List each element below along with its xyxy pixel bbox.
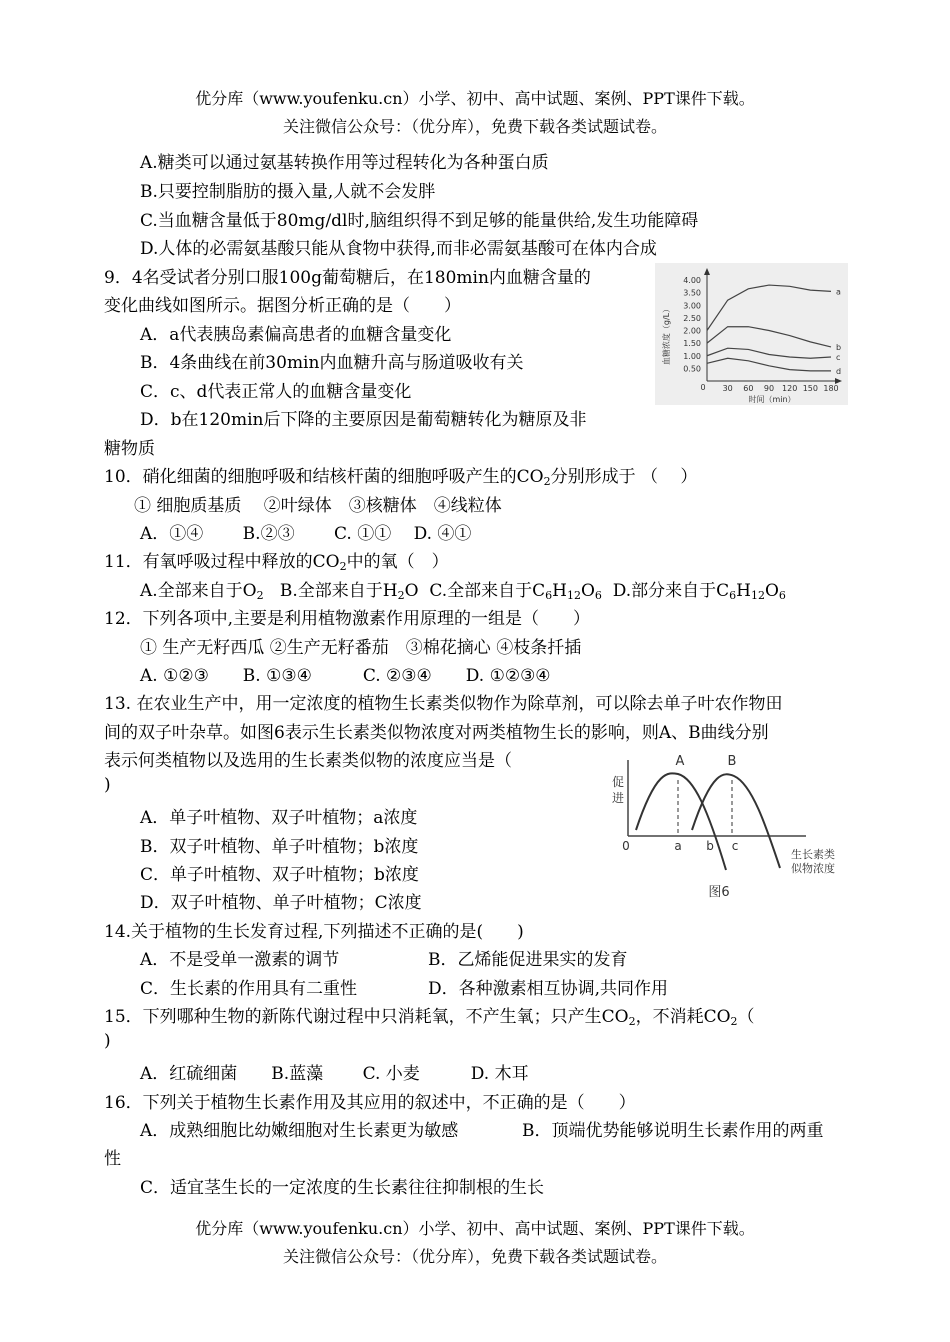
q11-stem-post: 中的氧（ ） bbox=[346, 552, 449, 572]
o-text: O bbox=[764, 581, 779, 601]
subscript: 6 bbox=[729, 589, 737, 602]
q8-option-d: D.人体的必需氨基酸只能从食物中获得,而非必需氨基酸可在体内合成 bbox=[140, 239, 657, 259]
q8-option-b: B.只要控制脂肪的摄入量,人就不会发胖 bbox=[140, 182, 436, 202]
x-tick-label: 180 bbox=[823, 384, 839, 393]
q8-option-c: C.当血糖含量低于80mg/dl时,脑组织得不到足够的能量供给,发生功能障碍 bbox=[140, 211, 699, 231]
subscript: 6 bbox=[545, 589, 553, 602]
q11-stem-pre: 11．有氧呼吸过程中释放的 bbox=[104, 552, 313, 572]
q9-option-d-continued: 糖物质 bbox=[104, 439, 155, 459]
x-tick-label: 90 bbox=[763, 384, 775, 393]
q15-options: A．红硫细菌 B.蓝藻 C. 小麦 D. 木耳 bbox=[140, 1064, 529, 1084]
q8-option-a: A.糖类可以通过氨基转换作用等过程转化为各种蛋白质 bbox=[140, 153, 549, 173]
q16-stem: 16．下列关于植物生长素作用及其应用的叙述中，不正确的是（ ） bbox=[104, 1093, 636, 1113]
x-label-line-1: 生长素类 bbox=[791, 848, 835, 861]
q14-option-b: B．乙烯能促进果实的发育 bbox=[428, 950, 628, 970]
x-origin-label: 0 bbox=[700, 383, 706, 392]
subscript: 2 bbox=[339, 560, 347, 573]
q10-stem-post: 分别形成于 （ ） bbox=[550, 467, 698, 487]
y-axis-title: 血糖浓度（g/L） bbox=[662, 304, 671, 366]
q10-options: A．①④ B.②③ C. ①① D. ④① bbox=[140, 524, 472, 544]
q13-stem-line-4: ) bbox=[104, 775, 111, 795]
subscript: 2 bbox=[397, 589, 405, 602]
page-header-line-1: 优分库（www.youfenku.cn）小学、初中、高中试题、案例、PPT课件下载。 bbox=[195, 89, 755, 108]
series-line-c bbox=[707, 348, 831, 358]
page-footer-line-1: 优分库（www.youfenku.cn）小学、初中、高中试题、案例、PPT课件下载。 bbox=[195, 1219, 755, 1238]
q14-option-c: C．生长素的作用具有二重性 bbox=[140, 979, 358, 999]
page-header-line-2: 关注微信公众号：（优分库），免费下载各类试题试卷。 bbox=[282, 117, 667, 136]
q15-stem bbox=[104, 1002, 755, 1028]
y-tick-label: 1.00 bbox=[683, 351, 701, 361]
blood-sugar-chart bbox=[655, 263, 848, 405]
q13-stem-line-2: 间的双子叶杂草。如图6表示生长素类似物浓度对两类植物生长的影响，则A、B曲线分别 bbox=[104, 723, 769, 743]
q11-stem bbox=[104, 547, 449, 573]
blood-sugar-chart-svg bbox=[655, 263, 848, 405]
q15-stem-mid: ，不消耗 bbox=[635, 1007, 704, 1027]
q16-option-b-continued: 性 bbox=[104, 1149, 121, 1169]
origin-label: 0 bbox=[622, 839, 630, 853]
q9-option-a: A．a代表胰岛素偏高患者的血糖含量变化 bbox=[140, 325, 452, 345]
series-line-a bbox=[707, 285, 831, 330]
o-text: O bbox=[580, 581, 595, 601]
q16-option-b: B．顶端优势能够说明生长素作用的两重 bbox=[522, 1121, 824, 1141]
q9-option-d: D．b在120min后下降的主要原因是葡萄糖转化为糖原及非 bbox=[140, 410, 587, 430]
y-tick-label: 2.00 bbox=[683, 326, 701, 336]
co2-text: CO bbox=[516, 467, 544, 487]
series-label-c: c bbox=[836, 353, 841, 363]
y-label-char-1: 促 bbox=[611, 775, 625, 789]
q15-paren: （ bbox=[737, 1007, 755, 1027]
y-axis-arrow bbox=[704, 268, 710, 275]
marker-c: c bbox=[731, 839, 739, 853]
x-tick-label: 120 bbox=[782, 384, 798, 393]
x-label-line-2: 似物浓度 bbox=[791, 862, 835, 875]
q13-option-a: A．单子叶植物、双子叶植物；a浓度 bbox=[140, 808, 418, 828]
subscript: 12 bbox=[750, 589, 765, 602]
y-tick-label: 2.50 bbox=[683, 313, 701, 323]
q12-stem: 12．下列各项中,主要是利用植物激素作用原理的一组是（ ） bbox=[104, 609, 591, 629]
h-text: H bbox=[736, 581, 751, 601]
q11-option-c bbox=[429, 581, 602, 601]
x-tick-label: 30 bbox=[722, 384, 733, 393]
x-axis-title: 时间（min） bbox=[748, 395, 796, 404]
q11-option-a-text: A.全部来自于O bbox=[140, 581, 257, 601]
y-tick-label: 4.00 bbox=[683, 276, 701, 285]
page-footer-line-2: 关注微信公众号：（优分库），免费下载各类试题试卷。 bbox=[282, 1247, 667, 1266]
q15-stem-pre: 15．下列哪种生物的新陈代谢过程中只消耗氧，不产生氧；只产生 bbox=[104, 1007, 602, 1027]
y-tick-label: 3.50 bbox=[683, 288, 701, 298]
series-label-d: d bbox=[836, 366, 842, 376]
series-line-b bbox=[707, 327, 831, 347]
y-label-char-2: 进 bbox=[611, 791, 625, 805]
y-tick-label: 0.50 bbox=[683, 364, 701, 374]
subscript: 2 bbox=[256, 589, 264, 602]
curve-a-label: A bbox=[675, 754, 685, 769]
q10-stem-pre: 10．硝化细菌的细胞呼吸和结核杆菌的细胞呼吸产生的 bbox=[104, 467, 517, 487]
co2-text: CO bbox=[312, 552, 340, 572]
q16-option-a: A．成熟细胞比幼嫩细胞对生长素更为敏感 bbox=[140, 1121, 459, 1141]
q14-option-d: D．各种激素相互协调,共同作用 bbox=[428, 979, 669, 999]
q13-option-b: B．双子叶植物、单子叶植物；b浓度 bbox=[140, 837, 419, 857]
q12-items: ① 生产无籽西瓜 ②生产无籽番茄 ③棉花摘心 ④枝条扦插 bbox=[140, 638, 582, 658]
h-text: H bbox=[552, 581, 567, 601]
q11-options bbox=[140, 576, 786, 602]
q13-option-c: C．单子叶植物、双子叶植物；b浓度 bbox=[140, 865, 419, 885]
subscript: 6 bbox=[594, 589, 602, 602]
marker-a: a bbox=[674, 839, 682, 853]
q11-option-c-text: C.全部来自于C bbox=[429, 581, 546, 601]
q10-stem bbox=[104, 462, 697, 488]
q14-option-a: A．不是受单一激素的调节 bbox=[140, 950, 340, 970]
q11-option-d bbox=[613, 581, 786, 601]
subscript: 2 bbox=[730, 1015, 738, 1028]
series-label-a: a bbox=[836, 287, 841, 297]
q11-option-d-text: D.部分来自于C bbox=[612, 581, 730, 601]
figure-6-chart bbox=[608, 752, 848, 907]
q13-stem-line-3: 表示何类植物以及选用的生长素类似物的浓度应当是（ bbox=[104, 751, 512, 771]
q10-items: ① 细胞质基质 ②叶绿体 ③核糖体 ④线粒体 bbox=[134, 496, 502, 516]
q9-option-b: B．4条曲线在前30min内血糖升高与肠道吸收有关 bbox=[140, 353, 524, 373]
q13-option-d: D．双子叶植物、单子叶植物；C浓度 bbox=[140, 893, 422, 913]
curve-b-label: B bbox=[727, 754, 737, 769]
x-tick-label: 150 bbox=[802, 384, 818, 393]
co2-text: CO bbox=[703, 1007, 731, 1027]
series-label-b: b bbox=[836, 342, 842, 352]
subscript: 2 bbox=[628, 1015, 636, 1028]
q11-option-b bbox=[280, 581, 419, 601]
figure-caption: 图6 bbox=[708, 885, 730, 900]
subscript: 12 bbox=[566, 589, 581, 602]
q11-option-a bbox=[140, 581, 264, 601]
q13-stem-line-1: 13. 在农业生产中，用一定浓度的植物生长素类似物作为除草剂，可以除去单子叶农作物田 bbox=[104, 694, 783, 714]
q9-stem-line-2: 变化曲线如图所示。据图分析正确的是（ ） bbox=[104, 296, 461, 316]
series-line-d bbox=[707, 358, 831, 371]
y-tick-label: 3.00 bbox=[683, 301, 701, 311]
curve-a bbox=[636, 773, 726, 870]
q9-stem-line-1: 9．4名受试者分别口服100g葡萄糖后，在180min内血糖含量的 bbox=[104, 268, 591, 288]
marker-b: b bbox=[706, 839, 714, 853]
q14-stem: 14.关于植物的生长发育过程,下列描述不正确的是( ) bbox=[104, 922, 524, 942]
q11-option-b-text: B.全部来自于H bbox=[279, 581, 398, 601]
q16-option-c: C．适宜茎生长的一定浓度的生长素往往抑制根的生长 bbox=[140, 1178, 545, 1198]
subscript: 2 bbox=[543, 475, 551, 488]
y-tick-label: 1.50 bbox=[683, 339, 701, 349]
curve-b bbox=[692, 774, 780, 868]
co2-text: CO bbox=[601, 1007, 629, 1027]
q9-option-c: C．c、d代表正常人的血糖含量变化 bbox=[140, 382, 412, 402]
subscript: 6 bbox=[778, 589, 786, 602]
q15-stem-continued: ) bbox=[104, 1031, 111, 1051]
q12-options: A. ①②③ B. ①③④ C. ②③④ D. ①②③④ bbox=[140, 666, 551, 686]
figure-6-svg bbox=[608, 752, 848, 907]
q11-option-b-text-tail: O bbox=[404, 581, 419, 601]
x-tick-label: 60 bbox=[743, 384, 754, 393]
